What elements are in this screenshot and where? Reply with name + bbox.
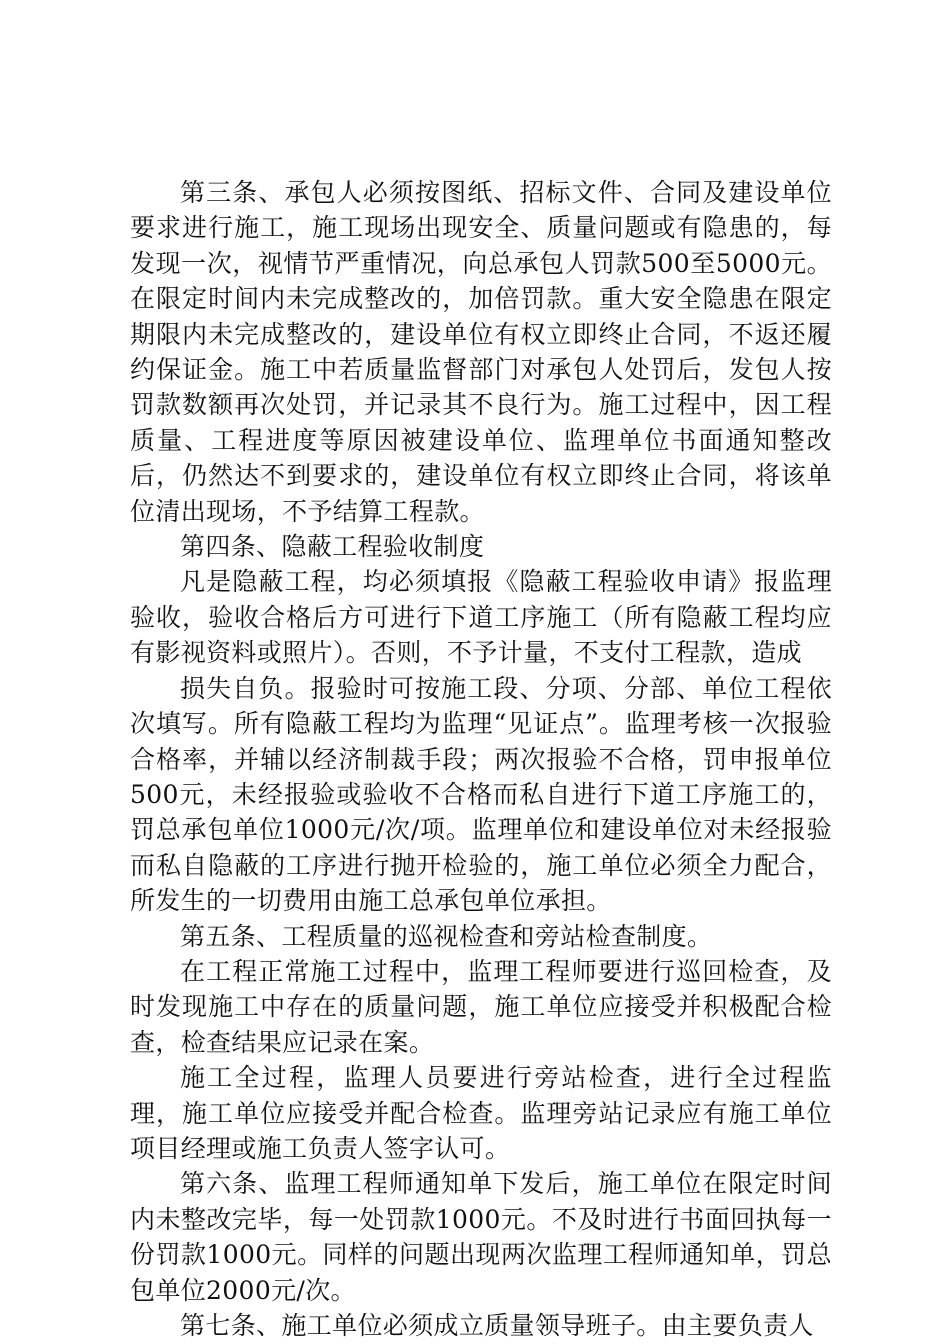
heading-article-4: 第四条、隐蔽工程验收制度 <box>180 532 485 562</box>
paragraph-hidden-works-1: 凡是隐蔽工程，均必须填报《隐蔽工程验收申请》报监理验收，验收合格后方可进行下道工序施工（所有隐蔽工程均应有影视资料或照片）。否则，不予计量，不支付工程款，造成 <box>130 567 832 668</box>
paragraph-article-3: 第三条、承包人必须按图纸、招标文件、合同及建设单位要求进行施工，施工现场出现安全、质量问题或有隐患的，每发现一次，视情节严重情况，向总承包人罚款500至5000元。在限定时间内未完成整改的，加倍罚款。重大安全隐患在限定期限内未完成整改的，建设单位有权立即终止合同，不返还履约保证金。施工中若质量监督部门对承包人处罚后，发包人按罚款数额再次处罚，并记录其不良行为。施工过程中，因工程质量、工程进度等原因被建设单位、监理单位书面通知整改后，仍然达不到要求的，建设单位有权立即终止合同，将该单位清出现场，不予结算工程款。 <box>130 178 832 526</box>
paragraph-article-6: 第六条、监理工程师通知单下发后，施工单位在限定时间内未整改完毕，每一处罚款1000元。不及时进行书面回执每一份罚款1000元。同样的问题出现两次监理工程师通知单，罚总包单位2000元/次。 <box>130 1169 832 1305</box>
paragraph-side-station-inspection: 施工全过程，监理人员要进行旁站检查，进行全过程监理，施工单位应接受并配合检查。监理旁站记录应有施工单位项目经理或施工负责人签字认可。 <box>130 1063 832 1163</box>
paragraph-hidden-works-2: 损失自负。报验时可按施工段、分项、分部、单位工程依次填写。所有隐蔽工程均为监理“见证点”。监理考核一次报验合格率，并辅以经济制裁手段；两次报验不合格，罚申报单位500元，未经报验或验收不合格而私自进行下道工序施工的，罚总承包单位1000元/次/项。监理单位和建设单位对未经报验而私自隐蔽的工序进行抛开检验的，施工单位必须全力配合，所发生的一切费用由施工总承包单位承担。 <box>130 673 832 916</box>
heading-article-5: 第五条、工程质量的巡视检查和旁站检查制度。 <box>180 921 713 951</box>
paragraph-article-7: 第七条、施工单位必须成立质量领导班子。由主要负责人 <box>180 1311 814 1340</box>
paragraph-patrol-inspection: 在工程正常施工过程中，监理工程师要进行巡回检查，及时发现施工中存在的质量问题，施工单位应接受并积极配合检查，检查结果应记录在案。 <box>130 956 832 1057</box>
document-body <box>130 175 832 1343</box>
